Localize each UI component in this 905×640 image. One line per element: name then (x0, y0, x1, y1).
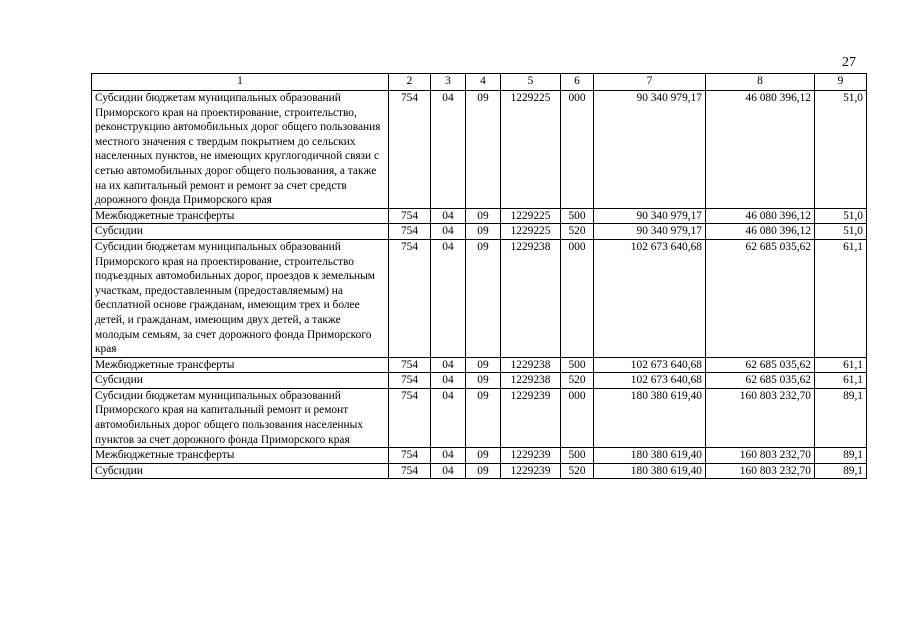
table-row (92, 448, 867, 464)
row-code-ministry: 754 (389, 463, 431, 479)
row-code-ministry: 754 (389, 224, 431, 240)
row-percent: 51,0 (815, 208, 867, 224)
row-code-section: 04 (431, 373, 466, 389)
row-code-section: 04 (431, 208, 466, 224)
row-code-subsection: 09 (466, 357, 501, 373)
header-row (92, 74, 867, 91)
row-amount-plan: 102 673 640,68 (594, 373, 706, 389)
row-code-target: 1229238 (501, 239, 561, 357)
header-cell-9: 9 (815, 74, 867, 91)
row-percent: 61,1 (815, 239, 867, 357)
row-amount-actual: 62 685 035,62 (706, 373, 815, 389)
row-code-ministry: 754 (389, 91, 431, 209)
budget-table (91, 73, 867, 479)
row-code-type: 500 (561, 357, 594, 373)
row-code-target: 1229239 (501, 388, 561, 447)
row-percent: 51,0 (815, 224, 867, 240)
row-amount-actual: 160 803 232,70 (706, 448, 815, 464)
header-cell-7: 7 (594, 74, 706, 91)
header-cell-5: 5 (501, 74, 561, 91)
page-number: 27 (842, 55, 856, 70)
row-code-type: 520 (561, 373, 594, 389)
table-row (92, 388, 867, 447)
header-cell-6: 6 (561, 74, 594, 91)
row-amount-plan: 90 340 979,17 (594, 91, 706, 209)
row-code-type: 520 (561, 224, 594, 240)
row-code-subsection: 09 (466, 224, 501, 240)
row-code-ministry: 754 (389, 239, 431, 357)
row-code-subsection: 09 (466, 388, 501, 447)
row-code-target: 1229225 (501, 224, 561, 240)
table-row (92, 91, 867, 209)
row-amount-actual: 46 080 396,12 (706, 91, 815, 209)
row-amount-plan: 102 673 640,68 (594, 239, 706, 357)
row-name: Субсидии (92, 224, 389, 240)
row-code-target: 1229225 (501, 91, 561, 209)
row-name: Субсидии бюджетам муниципальных образований Приморского края на проектирование, строительство подъездных автомобильных дорог, проездов к земельным участкам, предоставленным (предоставляемым) на бесплатной основе гражданам, имеющим трех и более детей, и гражданам, имеющим двух детей, а также молодым семьям, за счет дорожного фонда Приморского края (92, 239, 389, 357)
row-code-type: 000 (561, 388, 594, 447)
row-code-target: 1229239 (501, 448, 561, 464)
row-code-subsection: 09 (466, 463, 501, 479)
row-amount-actual: 62 685 035,62 (706, 357, 815, 373)
header-cell-1: 1 (92, 74, 389, 91)
row-percent: 61,1 (815, 357, 867, 373)
row-name: Межбюджетные трансферты (92, 357, 389, 373)
row-code-target: 1229238 (501, 373, 561, 389)
row-code-section: 04 (431, 388, 466, 447)
row-code-section: 04 (431, 448, 466, 464)
table-row (92, 239, 867, 357)
row-code-ministry: 754 (389, 448, 431, 464)
row-code-target: 1229238 (501, 357, 561, 373)
row-code-type: 520 (561, 463, 594, 479)
row-percent: 51,0 (815, 91, 867, 209)
row-code-subsection: 09 (466, 373, 501, 389)
row-amount-actual: 46 080 396,12 (706, 224, 815, 240)
row-code-section: 04 (431, 463, 466, 479)
header-cell-2: 2 (389, 74, 431, 91)
row-code-section: 04 (431, 224, 466, 240)
row-code-subsection: 09 (466, 91, 501, 209)
header-cell-4: 4 (466, 74, 501, 91)
row-amount-plan: 180 380 619,40 (594, 388, 706, 447)
row-name: Межбюджетные трансферты (92, 208, 389, 224)
row-code-ministry: 754 (389, 373, 431, 389)
row-percent: 89,1 (815, 388, 867, 447)
row-amount-plan: 102 673 640,68 (594, 357, 706, 373)
row-code-target: 1229225 (501, 208, 561, 224)
row-code-subsection: 09 (466, 448, 501, 464)
table-row (92, 224, 867, 240)
row-code-type: 500 (561, 448, 594, 464)
row-amount-actual: 160 803 232,70 (706, 463, 815, 479)
table-row (92, 373, 867, 389)
header-cell-3: 3 (431, 74, 466, 91)
row-code-ministry: 754 (389, 388, 431, 447)
row-amount-plan: 90 340 979,17 (594, 208, 706, 224)
table-row (92, 357, 867, 373)
row-code-subsection: 09 (466, 208, 501, 224)
row-code-target: 1229239 (501, 463, 561, 479)
row-code-section: 04 (431, 239, 466, 357)
row-name: Субсидии бюджетам муниципальных образований Приморского края на капитальный ремонт и ремонт автомобильных дорог общего пользования населенных пунктов за счет дорожного фонда Приморского края (92, 388, 389, 447)
table-row (92, 208, 867, 224)
row-code-type: 000 (561, 91, 594, 209)
row-code-type: 500 (561, 208, 594, 224)
row-code-section: 04 (431, 357, 466, 373)
row-amount-actual: 62 685 035,62 (706, 239, 815, 357)
header-cell-8: 8 (706, 74, 815, 91)
row-amount-plan: 180 380 619,40 (594, 463, 706, 479)
row-code-section: 04 (431, 91, 466, 209)
row-code-ministry: 754 (389, 208, 431, 224)
row-amount-actual: 46 080 396,12 (706, 208, 815, 224)
table-row (92, 463, 867, 479)
row-percent: 89,1 (815, 448, 867, 464)
row-percent: 61,1 (815, 373, 867, 389)
row-amount-plan: 180 380 619,40 (594, 448, 706, 464)
row-amount-actual: 160 803 232,70 (706, 388, 815, 447)
row-code-type: 000 (561, 239, 594, 357)
row-percent: 89,1 (815, 463, 867, 479)
row-code-subsection: 09 (466, 239, 501, 357)
row-amount-plan: 90 340 979,17 (594, 224, 706, 240)
row-code-ministry: 754 (389, 357, 431, 373)
row-name: Межбюджетные трансферты (92, 448, 389, 464)
row-name: Субсидии (92, 373, 389, 389)
row-name: Субсидии (92, 463, 389, 479)
row-name: Субсидии бюджетам муниципальных образований Приморского края на проектирование, строительство, реконструкцию автомобильных дорог общего пользования местного значения с твердым покрытием до сельских населенных пунктов, не имеющих круглогодичной связи с сетью автомобильных дорог общего пользования, а также на их капитальный ремонт и ремонт за счет средств дорожного фонда Приморского края (92, 91, 389, 209)
